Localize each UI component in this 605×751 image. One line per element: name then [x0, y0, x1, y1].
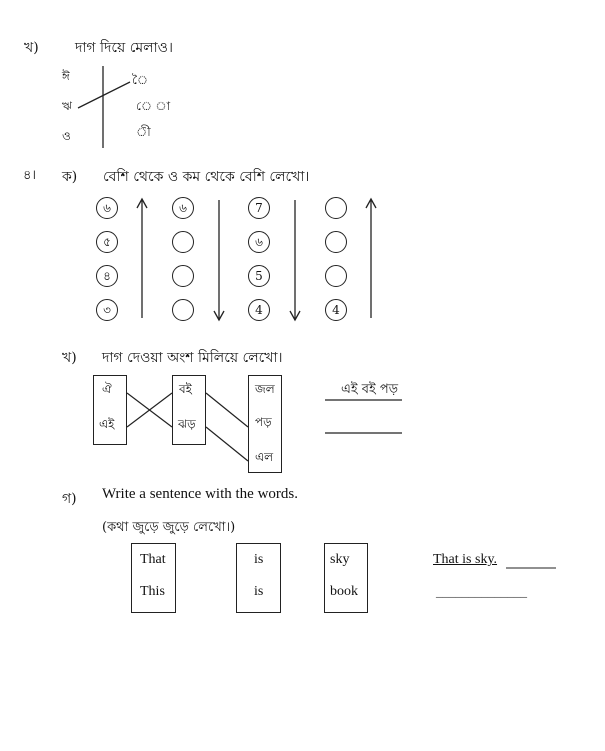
number-circle: 5: [248, 265, 270, 287]
word-box-item: এল: [255, 450, 274, 464]
answer-example: এই বই পড়: [341, 382, 399, 397]
number-circle: ৪: [96, 265, 118, 287]
q4-ga-instruction: Write a sentence with the words.: [102, 486, 298, 502]
q4-ka-label: ক): [62, 169, 78, 185]
up-arrow-icon: [137, 199, 147, 318]
q3-kha-instruction: দাগ দিয়ে মেলাও।: [75, 40, 173, 56]
word-box-item: ঐ: [102, 382, 112, 396]
q3-kha-label: খ): [24, 40, 39, 56]
up-arrow-icon: [366, 199, 376, 318]
q4-ga-label: গ): [62, 491, 77, 507]
match-left-letter-1: ঈ: [62, 69, 70, 83]
q4-ga-instruction-bn: (কথা জুড়ে জুড়ে লেখো।): [102, 520, 236, 535]
match-left-letter-3: ও: [62, 129, 71, 143]
q4-number: ৪।: [23, 168, 37, 183]
word-box-item: বই: [179, 382, 192, 396]
number-circle: ৬: [248, 231, 270, 253]
number-circle: ৫: [96, 231, 118, 253]
match-line: [206, 393, 248, 427]
down-arrow-icon: [290, 200, 300, 320]
q4-ka-instruction: বেশি থেকে ও কম থেকে বেশি লেখো।: [103, 169, 310, 185]
match-line: [78, 82, 130, 108]
sentence-box-item: is: [254, 552, 264, 567]
number-circle: 7: [248, 197, 270, 219]
sentence-answer-blank[interactable]: ______________: [436, 584, 527, 599]
number-circle: 4: [325, 299, 347, 321]
number-circle: ৩: [96, 299, 118, 321]
sentence-answer-example: That is sky.: [433, 552, 498, 567]
sentence-box-item: is: [254, 584, 264, 599]
word-box-item: এই: [99, 417, 115, 431]
word-box-item: ঝড়: [178, 417, 196, 431]
q4-kha-label: খ): [62, 350, 77, 366]
number-circle: ৬: [96, 197, 118, 219]
word-box-item: জল: [255, 382, 275, 396]
q4-kha-instruction: দাগ দেওয়া অংশ মিলিয়ে লেখো।: [102, 350, 283, 366]
down-arrow-icon: [214, 200, 224, 320]
match-right-sign-1: ৈ: [132, 73, 149, 87]
match-line: [206, 427, 248, 461]
sentence-box-item: sky: [330, 552, 350, 567]
match-left-letter-2: ঋ: [62, 99, 72, 113]
word-box-item: পড়: [255, 415, 272, 429]
match-right-sign-2: ে া: [136, 99, 171, 113]
sentence-box-item: This: [140, 584, 165, 599]
sentence-box-item: book: [330, 584, 358, 599]
sentence-box-item: That: [140, 552, 166, 567]
number-circle: ৬: [172, 197, 194, 219]
match-right-sign-3: ী: [136, 125, 151, 139]
number-circle: 4: [248, 299, 270, 321]
